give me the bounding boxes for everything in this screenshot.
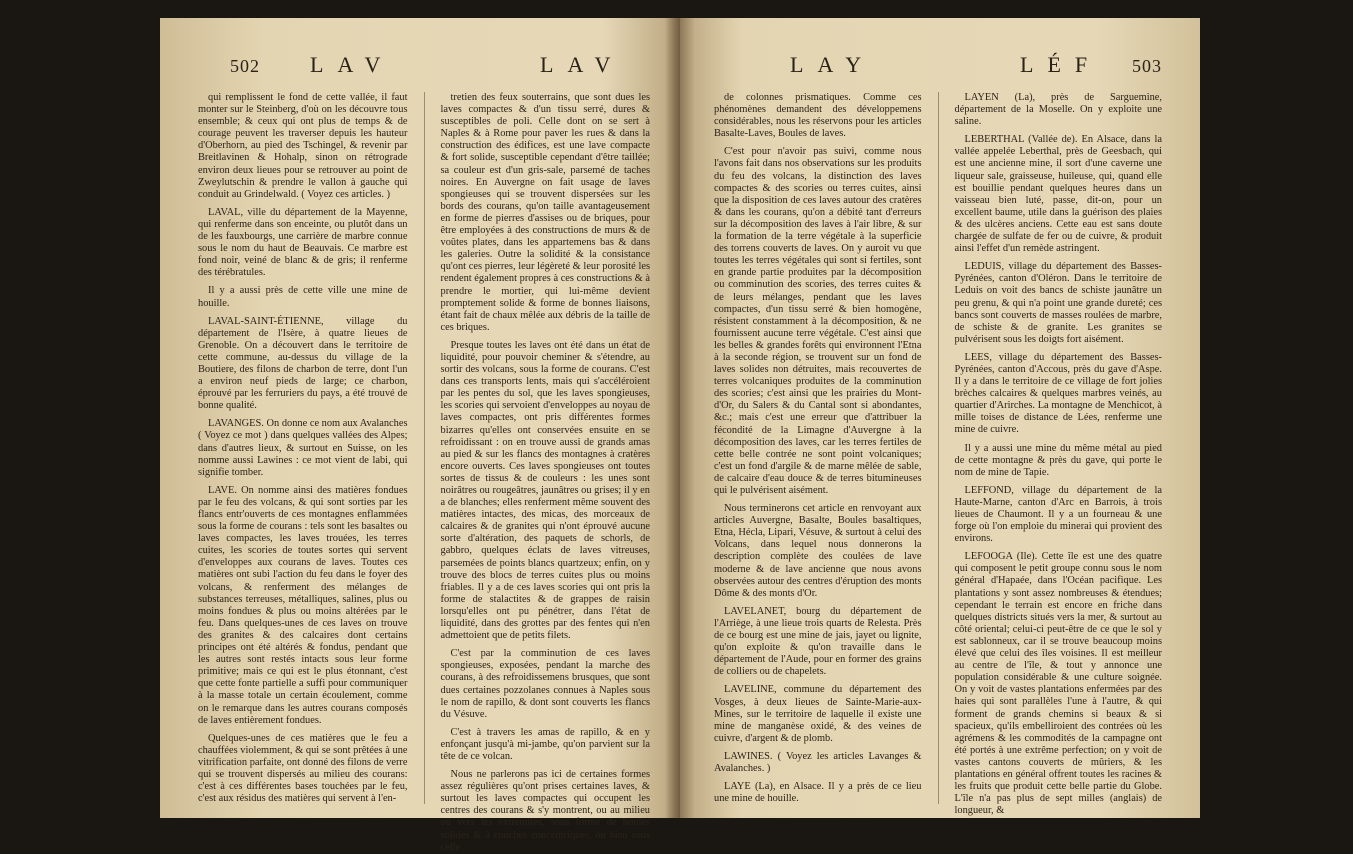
paragraph: C'est pour n'avoir pas suivi, comme nous l'avons fait dans nos observations sur les produits du feu des volcans, la distinction des laves compactes & des scories ou terres cuites, ainsi que la disposition de ces laves autour des cratères & dans les courans, qu'on a débité tant d'erreurs sur la décomposition des laves à l'air libre, & sur la formation de la terre végétale à la superficie des torrens couverts de laves. On y auroit vu que toutes les terres végétales qui sont si fertiles, sont en grande partie produites par la décomposition ou comminution des scories, des terres cuites & de leurs mélanges, pendant que les laves compactes, d'un tissu serré & bien homogène, résistent constamment à la décomposition, & ne fournissent aucune terre végétale. C'est ainsi que les belles & grandes forêts qui environnent l'Etna à la seconde région, se trouvent sur un fond de laves solides non détruites, mais recouvertes de terres volcaniques produites de la comminution des scories; c'est ainsi que les prairies du Mont-d'Or, du Salers & du Cantal sont si abondantes, &c.; mais c'est une erreur que d'attribuer la fécondité de la Limagne d'Auvergne à la décomposition des laves, car les terres fertiles de cette belle contrée ne sont point volcaniques; c'est un fond d'argile & de marne mêlée de sable, de calcaire d'eau douce & de terres bitumineuses qui le pulvérisent aisément. — [714, 146, 922, 496]
paragraph: LAYEN (La), près de Sarguemine, département de la Moselle. On y exploite une saline. — [954, 92, 1162, 128]
paragraph: C'est à travers les amas de rapillo, & en y enfonçant jusqu'à mi-jambe, qu'on parvient sur la tête de ce volcan. — [440, 726, 650, 762]
text-columns — [714, 92, 1162, 817]
paragraph: LAVELINE, commune du département des Vosges, à deux lieues de Sainte-Marie-aux-Mines, sur le territoire de laquelle il existe une mine de manganèse oxidé, & des veines de cuivre, d'argent & de plomb. — [714, 684, 922, 744]
paragraph: Il y a aussi une mine du même métal au pied de cette montagne & près du gave, qui porte le nom de mine de Tapie. — [954, 442, 1162, 478]
paragraph: Quelques-unes de ces matières que le feu a chauffées violemment, & qui se sont prêtées à une vitrification parfaite, ont donné des filons de verre qui se trouvent dispersés au milieu des courans: c'est à ces différentes bases touchées par le feu, c'est aux résidus des matières qui servent à l'en- — [198, 732, 408, 805]
column-right — [954, 92, 1163, 817]
page-number: 503 — [1132, 56, 1162, 76]
gutter-shadow — [665, 18, 695, 818]
running-head: LÉF — [1020, 52, 1102, 77]
paragraph: qui remplissent le fond de cette vallée, il faut monter sur le Steinberg, d'où on les découvre tous ensemble; & ceux qui ont plus de temps & de courage peuvent les traverser depuis les hauteur d'Oberhorn, au pied des Tschingel, & revenir par Breitlavinen & Hohalp, sinon on rétrograde environ deux lieues pour se retrouver au point de Zweylutschin & prendre le vallon à gauche qui conduit au Grindelwald. ( Voyez ces articles. ) — [198, 92, 408, 200]
column-left — [198, 92, 408, 804]
paragraph: Presque toutes les laves ont été dans un état de liquidité, pour pouvoir cheminer & s'étendre, au sortir des volcans, sous la forme de courans. C'est dans ces transports lents, mais qui s'accéléroient par les pentes du sol, que les laves spongieuses, les scories qui servoient d'enveloppes au noyau de laves compactes, ont pris différentes formes bizarres qu'elles ont conservées ensuite en se refroidissant : on en trouve aussi de grands amas au pied & sur les flancs des montagnes à cratères encore ouverts. Ces laves spongieuses ont toutes sortes de tissus & de couleurs : les unes sont noirâtres ou rougeâtres, jaunâtres ou grises; il y en a de blanches; elles renferment même souvent des matières intactes, des micas, des morceaux de calcaires & de granites qui n'ont éprouvé aucune sorte d'altération, des paquets de schorls, de gabbro, quelques éclats de laves vitreuses, parsemées de points blancs quartzeux; enfin, on y trouve des blocs de terres cuites plus ou moins friables. Il y a de ces laves scories qui ont pris la forme de stalactites & de grappes de raisin lorsqu'elles ont pu pénétrer, dans l'état de liquidité, dans des grottes par des fentes qui n'en admettoient que de petits filets. — [440, 339, 650, 642]
column-rule — [938, 92, 939, 804]
paragraph: LAYE (La), en Alsace. Il y a près de ce lieu une mine de houille. — [714, 781, 922, 805]
paragraph: LAVAL, ville du département de la Mayenne, qui renferme dans son enceinte, ou plutôt dans un de les fauxbourgs, une carrière de marbre connue sous le nom du haut de Beauvais. Ce marbre est fond noir, veiné de blanc & de gris; il renferme des térébratules. — [198, 206, 408, 279]
right-page — [680, 18, 1200, 818]
paragraph: LAVE. On nomme ainsi des matières fondues par le feu des volcans, & qui sont sorties par les flancs entr'ouverts de ces montagnes enflammées sous la forme de courans : tels sont les basaltes ou laves compactes, les laves trouées, les terres cuites, les scories de toutes sortes qui servent d'enveloppes aux courans de laves. Toutes ces matières ont subi l'action du feu dans le foyer des volcans, & renferment des mélanges de substances terreuses, métalliques, salines, plus ou moins fondues & plus ou moins altérées par le feu. Dans quelques-unes de ces laves on trouve des granites & des calcaires dont certains principes ont été altérés & fondus, pendant que les autres sont restés intacts sous leur forme primitive; mais ce qui est le plus étonnant, c'est que cette fonte partielle a suffi pour communiquer à la masse totale un certain écoulement, comme on le remarque dans les autres courans composés de laves entièrement fondues. — [198, 484, 408, 726]
open-book — [160, 18, 1200, 853]
paragraph: LAWINES. ( Voyez les articles Lavanges & Avalanches. ) — [714, 750, 922, 774]
text-columns — [198, 92, 650, 853]
paragraph: LEES, village du département des Basses-Pyrénées, canton d'Accous, près du gave d'Aspe. Il y a dans le territoire de ce village de fort jolies brèches calcaires & quelques marbres veinés, au quartier d'Arirches. La montagne de Menchicot, à mille toises de distance de Lées, renferme une mine de cuivre. — [954, 351, 1162, 436]
paragraph: LAVANGES. On donne ce nom aux Avalanches ( Voyez ce mot ) dans quelques vallées des Alpes; dans d'autres lieux, & surtout en Suisse, on les nomme aussi Lawines : ce mot vient de labi, qui signifie tomber. — [198, 418, 408, 478]
running-head: LAV — [540, 52, 625, 77]
page-number: 502 — [230, 56, 260, 76]
paragraph: Il y a aussi près de cette ville une mine de houille. — [198, 285, 408, 309]
left-page-header — [160, 52, 680, 82]
paragraph: de colonnes prismatiques. Comme ces phénomènes demandent des développemens considérables, nous les réservons pour les articles Basalte-Laves, Boules de laves. — [714, 92, 922, 140]
left-page — [160, 18, 680, 853]
paragraph: LEFOOGA (Ile). Cette île est une des quatre qui composent le petit groupe connu sous le nom général d'Hapaée, dans l'Océan pacifique. Les plantations y sont assez nombreuses & étendues; cependant le terrain est encore en friche dans quelques districts situés vers la mer, & surtout au côté oriental; celui-ci peut-être de ce que le sol y est sablonneux, car il se trouve beaucoup moins élevé que celui des îles voisines. Il est meilleur au centre de l'île, & tout y annonce une population considérable & une culture soignée. On y voit de vastes plantations enfermées par des haies qui sont parallèles l'une à l'autre, & qui forment de grands chemins si beaux & si spacieux, qu'ils embelliroient des contrées où les agrémens & les commodités de la campagne ont été portés à une extrême perfection; on y voit de vastes cantons couverts de mûriers, & les plantations en général offrent toutes les racines & les fruits que produit cette belle partie du Globe. L'île n'a pas plus de sept milles (anglais) de longueur, & — [954, 551, 1162, 817]
paragraph: Nous ne parlerons pas ici de certaines formes assez régulières qu'ont prises certaines laves, & surtout les laves compactes qui occupent les centres des courans & s'y montrent, ou au milieu ou vers les extrémités, sous forme de boules solides & à couches concentriques, ou bien sous celle — [440, 769, 650, 853]
column-right — [440, 92, 651, 853]
right-page-header — [680, 52, 1200, 82]
paragraph: C'est par la comminution de ces laves spongieuses, exposées, pendant la marche des courans, à des refroidissemens brusques, que sont dues certaines pozzolanes connues à Naples sous le nom de rapillo, & dont sont couverts les flancs du Vésuve. — [440, 648, 650, 720]
column-left — [714, 92, 922, 804]
paragraph: LAVELANET, bourg du département de l'Arriège, à une lieue trois quarts de Relesta. Près de ce bourg est une mine de jais, jayet ou lignite, qu'on exploite & qu'on travaille dans le département de l'Aude, pour en former des grains de colliers ou de chapelets. — [714, 605, 922, 678]
paragraph: LEBERTHAL (Vallée de). En Alsace, dans la vallée appelée Leberthal, près de Geesbach, qui est une ancienne mine, il sort d'une caverne une liqueur sale, graisseuse, huileuse, qui, quand elle est bouillie pendant quelques heures dans un vaisseau bien luté, passe, dit-on, pour un excellent baume, utile dans la guérison des plaies & des ulcères anciens. Cette eau est sans doute chargée de sulfate de fer ou de cuivre, & produit ainsi l'effet d'un remède astringent. — [954, 134, 1162, 255]
paragraph: LAVAL-SAINT-ÉTIENNE, village du département de l'Isère, à quatre lieues de Grenoble. On a découvert dans le territoire de cette commune, au-dessus du village de la Boutiere, des filons de charbon de terre, dont l'un a environ neuf pieds de large; ce charbon, éprouvé par les ferruriers du pays, a été trouvé de bonne qualité. — [198, 315, 408, 412]
paragraph: tretien des feux souterrains, que sont dues les laves compactes & d'un tissu serré, dures & susceptibles de poli. Celle dont on se sert à Naples & à Rome pour paver les rues & dans la construction des édifices, est une lave compacte & fort solide, susceptible cependant d'être taillée; sa couleur est d'un gris-sale, parsemé de taches noires. En Auvergne on fait usage de laves spongieuses qui se trouvent dispersées sur les bords des courans, qu'on taille avantageusement en forme de pierres d'assises ou de briques, pour être employées à des constructions de murs & de voûtes plates, dans les appartemens bas & dans les galeries. Outre la solidité & la consistance qu'ont ces pierres, leur légèreté & leur porosité les rendent également propres à ces constructions & à prendre le mortier, qui lui-même devient promptement solide & forme de bonnes liaisons, étant fait de chaux mêlée aux débris de la taille de ces briques. — [440, 92, 650, 333]
running-head: LAY — [790, 52, 876, 77]
column-rule — [424, 92, 425, 804]
running-head: LAV — [310, 52, 395, 77]
paragraph: LEDUIS, village du département des Basses-Pyrénées, canton d'Oléron. Dans le territoire de Leduis on voit des bancs de schiste jaunâtre un peu grenu, & qui n'a point une grande dureté; ces bancs sont couverts de masses roulées de marbre, de schiste & de granite. Les granites se pulvérisent sous les doigts fort aisément. — [954, 261, 1162, 345]
paragraph: Nous terminerons cet article en renvoyant aux articles Auvergne, Basalte, Boules basaltiques, Etna, Hécla, Lipari, Vésuve, & surtout à celui des Volcans, dans lequel nous donnerons la description complète des coulées de lave moderne & de lave ancienne que nous avons observées autour des centres d'éruption des monts Dôme & des monts d'Or. — [714, 503, 922, 599]
paragraph: LEFFOND, village du département de la Haute-Marne, canton d'Arc en Barrois, à trois lieues de Chaumont. Il y a un fourneau & une forge où l'on emploie du minerai qui provient des environs. — [954, 484, 1162, 545]
